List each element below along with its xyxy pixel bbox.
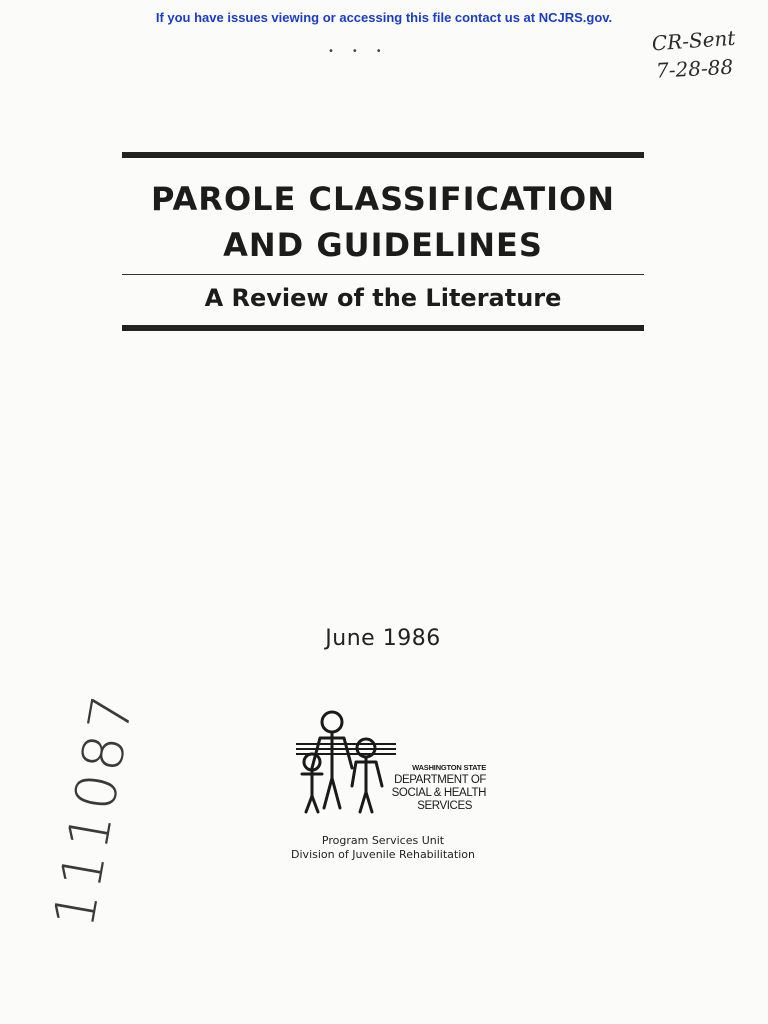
handwritten-note-line2: 7-28-88 bbox=[655, 54, 734, 83]
publication-date: June 1986 bbox=[325, 626, 441, 651]
handwritten-annotation bbox=[648, 24, 758, 84]
top-rule bbox=[122, 152, 644, 158]
agency-line-1: WASHINGTON STATE bbox=[412, 763, 486, 772]
program-unit: Program Services Unit bbox=[321, 834, 445, 847]
title-line-1: PAROLE CLASSIFICATION bbox=[151, 180, 615, 218]
report-subtitle: A Review of the Literature bbox=[204, 284, 562, 312]
agency-line-4: SERVICES bbox=[417, 800, 472, 812]
report-title bbox=[100, 176, 666, 268]
dshs-agency-name bbox=[386, 761, 486, 813]
publisher-block bbox=[230, 834, 536, 862]
handwritten-note-line1: CR-Sent bbox=[651, 25, 737, 56]
family-figures-icon bbox=[290, 708, 400, 818]
bottom-rule bbox=[122, 325, 644, 331]
subtitle-rule bbox=[122, 274, 644, 275]
title-line-2: AND GUIDELINES bbox=[223, 226, 543, 264]
scan-artifact-dots: ••• bbox=[328, 46, 400, 57]
agency-line-2: DEPARTMENT OF bbox=[394, 774, 486, 786]
accession-number: 111087 bbox=[41, 686, 148, 933]
division-name: Division of Juvenile Rehabilitation bbox=[291, 848, 475, 861]
agency-line-3: SOCIAL & HEALTH bbox=[391, 787, 486, 799]
ncjrs-access-banner: If you have issues viewing or accessing this file contact us at NCJRS.gov. bbox=[155, 10, 613, 25]
accession-number-stamp bbox=[41, 640, 162, 940]
